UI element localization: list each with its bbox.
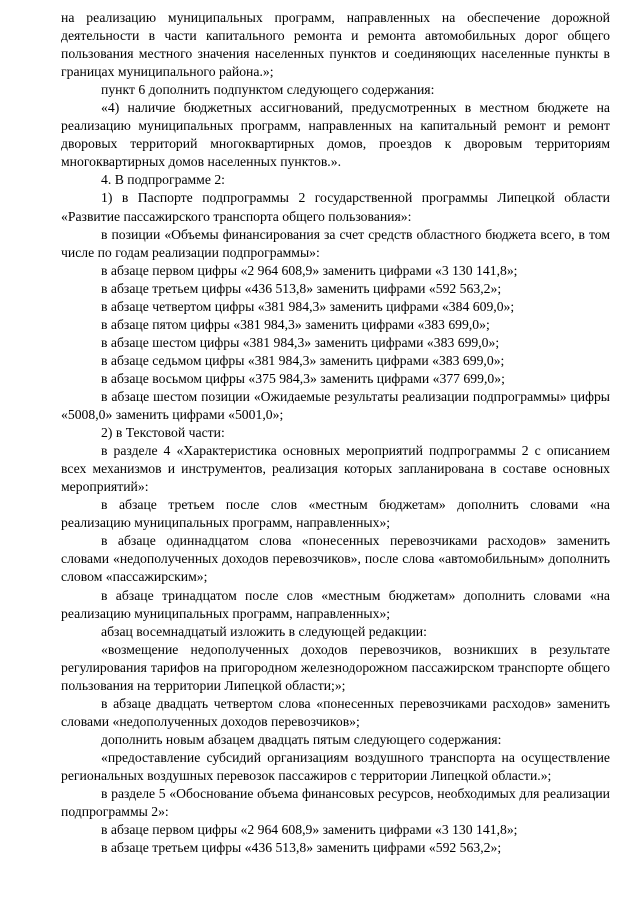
paragraph: в абзаце тринадцатом после слов «местным бюджетам» дополнить словами «на реализацию муниципальных программ, направленных»; <box>61 587 610 621</box>
paragraph: в абзаце пятом цифры «381 984,3» заменить цифрами «383 699,0»; <box>101 316 490 332</box>
paragraph: в абзаце третьем цифры «436 513,8» заменить цифрами «592 563,2»; <box>101 280 502 296</box>
section-heading: 4. В подпрограмме 2: <box>101 172 225 188</box>
paragraph: в абзаце четвертом цифры «381 984,3» заменить цифрами «384 609,0»; <box>101 298 515 314</box>
paragraph: дополнить новым абзацем двадцать пятым следующего содержания: <box>101 731 502 747</box>
paragraph: в абзаце третьем цифры «436 513,8» заменить цифрами «592 563,2»; <box>101 840 502 856</box>
paragraph: на реализацию муниципальных программ, направленных на обеспечение дорожной деятельности в части капитального ремонта и ремонта автомобильных дорог общего пользования местного значения населенных пунктов и соединяющих населенные пункты в границах муниципального района.»; <box>61 10 610 80</box>
paragraph: «4) наличие бюджетных ассигнований, предусмотренных в местном бюджете на реализацию муниципальных программ, направленных на капитальный ремонт и ремонт дворовых территорий многоквартирных домов, проездов к дворовым территориям многоквартирных домов населенных пунктов.». <box>61 100 610 170</box>
paragraph: 2) в Текстовой части: <box>101 425 225 441</box>
paragraph: «возмещение недополученных доходов перевозчиков, возникших в результате регулирования тарифов на пригородном железнодорожном пассажирском транспорте общего пользования на территории Липецкой области;»; <box>61 641 610 693</box>
paragraph: в разделе 5 «Обоснование объема финансовых ресурсов, необходимых для реализации подпрограммы 2»: <box>61 786 610 820</box>
paragraph: в абзаце шестом позиции «Ожидаемые результаты реализации подпрограммы» цифры «5008,0» заменить цифрами «5001,0»; <box>61 388 610 423</box>
paragraph: в абзаце одиннадцатом слова «понесенных перевозчиками расходов» заменить словами «недополученных доходов перевозчиков», после слова «автомобильным» дополнить словом «пассажирским»; <box>61 533 610 585</box>
paragraph: в абзаце шестом цифры «381 984,3» заменить цифрами «383 699,0»; <box>101 334 500 350</box>
paragraph: «предоставление субсидий организациям воздушного транспорта на осуществление региональных воздушных перевозок пассажиров с территории Липецкой области.»; <box>61 749 610 783</box>
paragraph: в абзаце двадцать четвертом слова «понесенных перевозчиками расходов» заменить словами «недополученных доходов перевозчиков»; <box>61 695 610 729</box>
paragraph: в абзаце восьмом цифры «375 984,3» заменить цифрами «377 699,0»; <box>101 370 505 386</box>
paragraph: в абзаце седьмом цифры «381 984,3» заменить цифрами «383 699,0»; <box>101 352 505 368</box>
paragraph: в абзаце первом цифры «2 964 608,9» заменить цифрами «3 130 141,8»; <box>101 262 518 278</box>
paragraph: в абзаце третьем после слов «местным бюджетам» дополнить словами «на реализацию муниципальных программ, направленных»; <box>61 497 610 531</box>
paragraph: в позиции «Объемы финансирования за счет средств областного бюджета всего, в том числе по годам реализации подпрограммы»: <box>61 226 610 260</box>
paragraph: в абзаце первом цифры «2 964 608,9» заменить цифрами «3 130 141,8»; <box>101 822 518 838</box>
paragraph: абзац восемнадцатый изложить в следующей редакции: <box>101 623 427 639</box>
paragraph: в разделе 4 «Характеристика основных мероприятий подпрограммы 2 с описанием всех механизмов и инструментов, реализация которых запланирована в составе основных мероприятий»: <box>61 443 610 495</box>
paragraph: пункт 6 дополнить подпунктом следующего содержания: <box>101 82 435 98</box>
paragraph: 1) в Паспорте подпрограммы 2 государственной программы Липецкой области «Развитие пассажирского транспорта общего пользования»: <box>61 190 610 224</box>
